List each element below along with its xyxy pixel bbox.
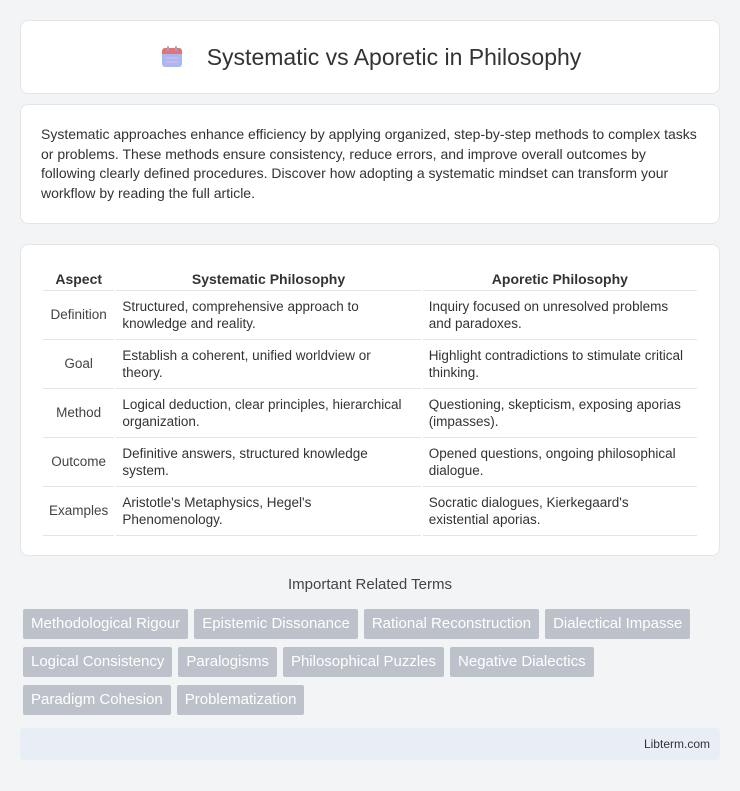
row-systematic: Establish a coherent, unified worldview or theory. bbox=[116, 340, 420, 389]
intro-card bbox=[20, 104, 720, 224]
footer-brand-link[interactable]: Libterm.com bbox=[643, 737, 710, 751]
comparison-table bbox=[41, 263, 699, 536]
table-row bbox=[43, 438, 697, 487]
row-aspect: Outcome bbox=[43, 438, 114, 487]
table-row bbox=[43, 340, 697, 389]
calendar-icon bbox=[159, 44, 185, 70]
related-term-tag[interactable]: Methodological Rigour bbox=[23, 609, 188, 639]
row-systematic: Logical deduction, clear principles, hierarchical organization. bbox=[116, 389, 420, 438]
row-aporetic: Inquiry focused on unresolved problems and paradoxes. bbox=[423, 291, 697, 340]
header-aspect: Aspect bbox=[43, 263, 114, 291]
comparison-card bbox=[20, 244, 720, 556]
table-row bbox=[43, 487, 697, 536]
related-term-tag[interactable]: Epistemic Dissonance bbox=[194, 609, 358, 639]
row-aspect: Goal bbox=[43, 340, 114, 389]
row-systematic: Aristotle's Metaphysics, Hegel's Phenomenology. bbox=[116, 487, 420, 536]
header-aporetic: Aporetic Philosophy bbox=[423, 263, 697, 291]
related-term-tag[interactable]: Logical Consistency bbox=[23, 647, 172, 677]
row-aporetic: Questioning, skepticism, exposing aporias (impasses). bbox=[423, 389, 697, 438]
related-term-tag[interactable]: Dialectical Impasse bbox=[545, 609, 690, 639]
intro-text: Systematic approaches enhance efficiency by applying organized, step-by-step methods to complex tasks or problems. These methods ensure consistency, reduce errors, and improve overall outcomes by following clearly defined procedures. Discover how adopting a systematic mindset can transform your workflow by reading the full article. bbox=[41, 126, 697, 201]
row-aspect: Definition bbox=[43, 291, 114, 340]
row-aspect: Method bbox=[43, 389, 114, 438]
table-row bbox=[43, 291, 697, 340]
header-systematic: Systematic Philosophy bbox=[116, 263, 420, 291]
table-header-row bbox=[43, 263, 697, 291]
page-title: Systematic vs Aporetic in Philosophy bbox=[206, 43, 582, 70]
related-terms-list bbox=[23, 609, 723, 715]
row-aporetic: Socratic dialogues, Kierkegaard's existential aporias. bbox=[423, 487, 697, 536]
related-term-tag[interactable]: Rational Reconstruction bbox=[364, 609, 539, 639]
header-card bbox=[20, 20, 720, 94]
footer bbox=[20, 728, 720, 760]
row-systematic: Structured, comprehensive approach to knowledge and reality. bbox=[116, 291, 420, 340]
row-aporetic: Highlight contradictions to stimulate critical thinking. bbox=[423, 340, 697, 389]
related-term-tag[interactable]: Problematization bbox=[177, 685, 305, 715]
related-term-tag[interactable]: Philosophical Puzzles bbox=[283, 647, 444, 677]
row-systematic: Definitive answers, structured knowledge system. bbox=[116, 438, 420, 487]
row-aporetic: Opened questions, ongoing philosophical dialogue. bbox=[423, 438, 697, 487]
related-term-tag[interactable]: Paralogisms bbox=[178, 647, 277, 677]
table-row bbox=[43, 389, 697, 438]
related-terms-title: Important Related Terms bbox=[288, 576, 452, 593]
related-term-tag[interactable]: Paradigm Cohesion bbox=[23, 685, 171, 715]
related-term-tag[interactable]: Negative Dialectics bbox=[450, 647, 594, 677]
row-aspect: Examples bbox=[43, 487, 114, 536]
